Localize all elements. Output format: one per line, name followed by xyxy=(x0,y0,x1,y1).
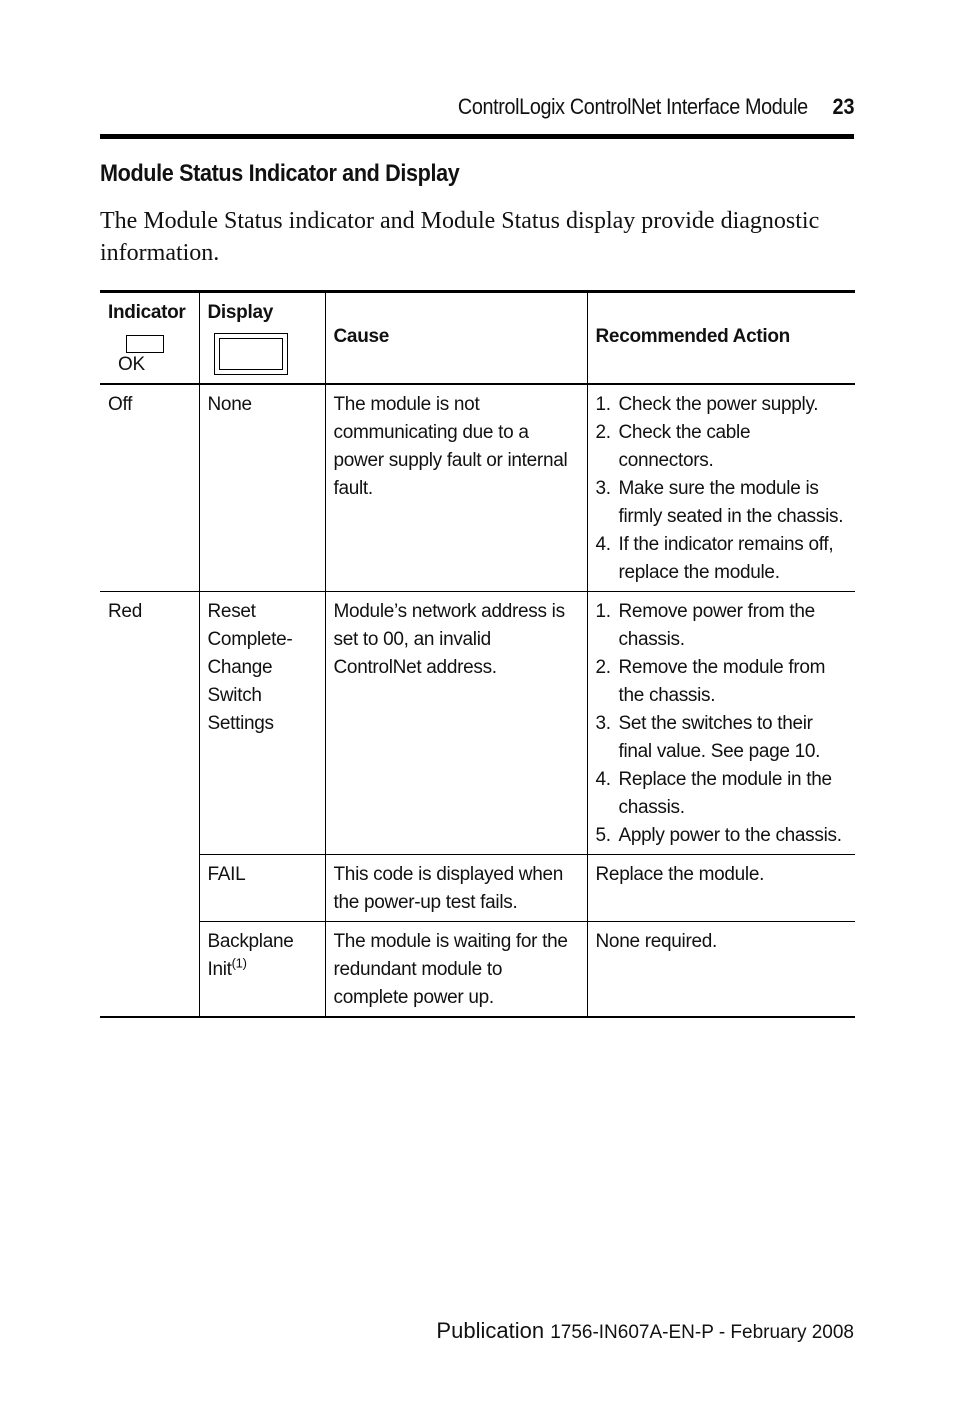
footer-publication-code: 1756-IN607A-EN-P - February 2008 xyxy=(550,1322,854,1343)
status-table xyxy=(100,290,855,1018)
header-title: ControlLogix ControlNet Interface Module xyxy=(458,94,808,119)
header-indicator-label: Indicator xyxy=(108,302,186,323)
action-step: 2. Remove the module from the chassis. xyxy=(595,657,826,706)
action-step: 3. Make sure the module is firmly seated in the chassis. xyxy=(595,478,844,527)
row-cause: The module is waiting for the redundant module to complete power up. xyxy=(325,922,587,1018)
table-row xyxy=(100,922,855,1018)
intro-paragraph: The Module Status indicator and Module Status display provide diagnostic information. xyxy=(100,208,820,266)
table-header-row xyxy=(100,292,855,385)
row-indicator: Off xyxy=(108,394,133,415)
indicator-ok-label: OK xyxy=(118,354,145,375)
header-cause: Cause xyxy=(325,292,587,385)
table-row xyxy=(100,855,855,922)
page-header xyxy=(100,92,854,126)
row-indicator: Red xyxy=(100,592,199,855)
row-action: None required. xyxy=(587,922,855,1018)
row-cause: This code is displayed when the power-up test fails. xyxy=(325,855,587,922)
table-row xyxy=(100,592,855,855)
footnote-ref: (1) xyxy=(231,955,247,971)
header-indicator xyxy=(100,292,199,385)
row-display: FAIL xyxy=(199,855,325,922)
action-step: 4. Replace the module in the chassis. xyxy=(595,769,832,818)
row-cause: The module is not communicating due to a power supply fault or internal fault. xyxy=(325,384,587,592)
action-step: 1. Check the power supply. xyxy=(595,394,819,415)
row-action: Replace the module. xyxy=(587,855,855,922)
display-screen-icon xyxy=(214,333,288,375)
action-step: 2. Check the cable connectors. xyxy=(595,422,751,471)
footer-label: Publication xyxy=(436,1318,545,1343)
row-actions xyxy=(587,384,855,592)
indicator-led-icon xyxy=(126,335,164,353)
page-footer xyxy=(436,1318,854,1344)
row-display: None xyxy=(199,384,325,592)
page-number: 23 xyxy=(831,94,854,119)
row-indicator-empty xyxy=(100,922,199,1018)
header-display xyxy=(199,292,325,385)
table-row xyxy=(100,384,855,592)
action-step: 1. Remove power from the chassis. xyxy=(595,601,815,650)
row-cause: Module’s network address is set to 00, an invalid ControlNet address. xyxy=(325,592,587,855)
row-display: Backplane Init$^{(1)}$ xyxy=(199,922,325,1018)
row-display: Reset Complete-Change Switch Settings xyxy=(199,592,325,855)
action-step: 5. Apply power to the chassis. xyxy=(595,825,842,846)
header-display-label: Display xyxy=(207,302,273,323)
action-step: 4. If the indicator remains off, replace the module. xyxy=(595,534,834,583)
action-step: 3. Set the switches to their final value. See page 10. xyxy=(595,713,821,762)
header-rule xyxy=(100,134,854,139)
section-title: Module Status Indicator and Display xyxy=(100,160,460,187)
row-actions xyxy=(587,592,855,855)
row-indicator-empty xyxy=(100,855,199,922)
header-action: Recommended Action xyxy=(587,292,855,385)
